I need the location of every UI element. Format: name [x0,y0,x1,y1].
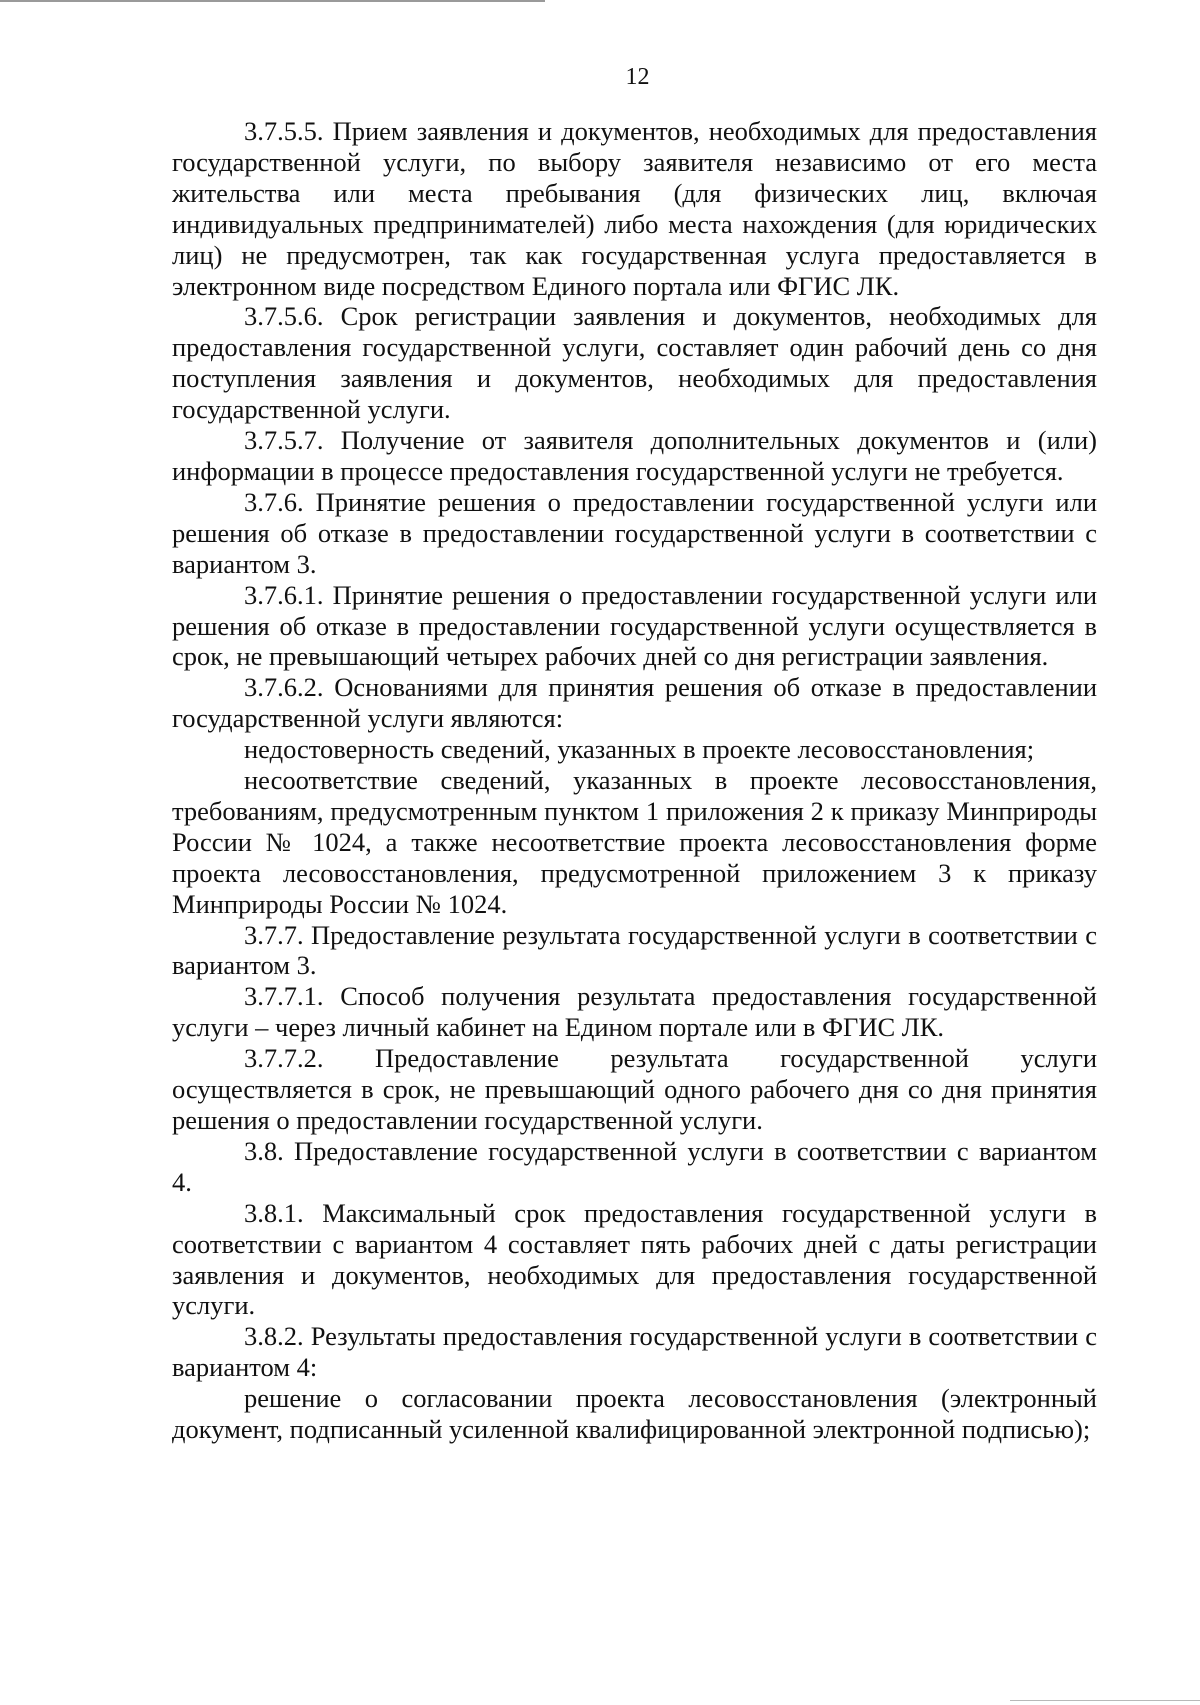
list-item-refusal-ground-1: недостоверность сведений, указанных в проекте лесовосстановления; [244,734,1035,765]
paragraph-3-7-5-7: 3.7.5.7. Получение от заявителя дополнительных документов и (или) информации в процессе предоставления государственной услуги не требуется. [172,425,1097,486]
paragraph-3-7-5-5: 3.7.5.5. Прием заявления и документов, необходимых для предоставления государственной услуги, по выбору заявителя независимо от его места жительства или места пребывания (для физических лиц, включая индивидуальных предпринимателей) либо места нахождения (для юридических лиц) не предусмотрен, так как государственная услуга предоставляется в электронном виде посредством Единого портала или ФГИС ЛК. [172,116,1097,301]
paragraph-3-7-7: 3.7.7. Предоставление результата государственной услуги в соответствии с вариантом 3. [172,919,1097,981]
page-number: 12 [625,64,650,90]
document-body [172,116,1097,1445]
paragraph-3-7-5-6: 3.7.5.6. Срок регистрации заявления и документов, необходимых для предоставления государственной услуги, составляет один рабочий день со дня поступления заявления и документов, необходимых для предоставления государственной услуги. [172,301,1097,425]
list-item-result-1: решение о согласовании проекта лесовосстановления (электронный документ, подписанный усиленной квалифицированной электронной подписью); [172,1383,1097,1445]
paragraph-3-7-6: 3.7.6. Принятие решения о предоставлении государственной услуги или решения об отказе в предоставлении государственной услуги в соответствии с вариантом 3. [172,486,1097,579]
paragraph-3-7-6-1: 3.7.6.1. Принятие решения о предоставлении государственной услуги или решения об отказе в предоставлении государственной услуги осуществляется в срок, не превышающий четырех рабочих дней со дня регистрации заявления. [172,579,1097,672]
paragraph-3-8: 3.8. Предоставление государственной услуги в соответствии с вариантом 4. [172,1135,1097,1197]
list-item-refusal-ground-2: несоответствие сведений, указанных в проекте лесовосстановления, требованиям, предусмотренным пунктом 1 приложения 2 к приказу Минприроды России № 1024, а также несоответствие проекта лесовосстановления форме проекта лесовосстановления, предусмотренной приложением 3 к приказу Минприроды России № 1024. [172,765,1097,919]
scan-edge-line-bottom [1010,1700,1200,1701]
scan-edge-line-top [0,0,545,2]
paragraph-3-7-7-2: 3.7.7.2. Предоставление результата государственной услуги осуществляется в срок, не превышающий одного рабочего дня со дня принятия решения о предоставлении государственной услуги. [172,1043,1097,1135]
paragraph-3-7-7-1: 3.7.7.1. Способ получения результата предоставления государственной услуги – через личный кабинет на Едином портале или в ФГИС ЛК. [172,981,1097,1043]
paragraph-3-8-2: 3.8.2. Результаты предоставления государственной услуги в соответствии с вариантом 4: [172,1321,1097,1383]
paragraph-3-7-6-2: 3.7.6.2. Основаниями для принятия решения об отказе в предоставлении государственной услуги являются: [172,672,1097,734]
paragraph-3-8-1: 3.8.1. Максимальный срок предоставления государственной услуги в соответствии с вариантом 4 составляет пять рабочих дней с даты регистрации заявления и документов, необходимых для предоставления государственной услуги. [172,1197,1097,1321]
